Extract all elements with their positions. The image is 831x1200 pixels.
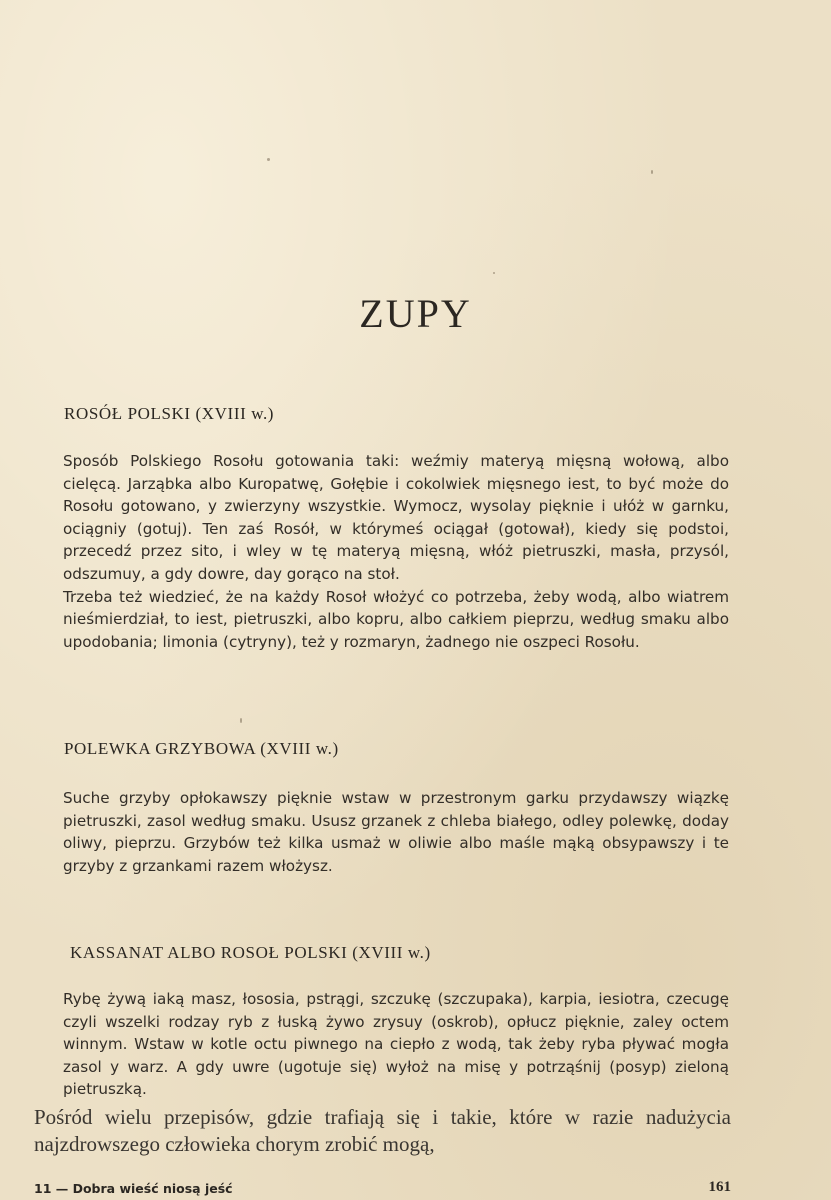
section-body-rosol-polski	[63, 450, 729, 653]
paragraph: Sposób Polskiego Rosołu gotowania taki: weźmiy materyą mięsną wołową, albo cielęcą. Jarząbka albo Kuropatwę, Gołębie i cokolwiek mięsnego iest, to być może do Rosołu gotowano, y zwierzyny wszystkie. Wymocz, wysolay pięknie i ułóż w garnku, ociągniy (gotuj). Ten zaś Rosół, w którymeś ociągał (gotował), kiedy się podstoi, przecedź przez sito, i wley w tę materyą mięsną, włóż pietruszki, masła, przysól, odszumuy, a gdy dowre, day gorąco na stoł.	[63, 452, 729, 583]
section-body-kassanat	[63, 988, 729, 1101]
section-heading-kassanat: KASSANAT ALBO ROSOŁ POLSKI (XVIII w.)	[70, 943, 431, 962]
paragraph: Rybę żywą iaką masz, łososia, pstrągi, szczukę (szczupaka), karpia, iesiotra, czecugę czyli wszelki rodzay ryb z łuską żywo zrysuy (oskrob), opłucz pięknie, zaley octem winnym. Wstaw w kotle octu piwnego na ciepło z wodą, tak żeby ryba pływać mogła zasol y warz. A gdy uwre (ugotuje się) wyłoż na misę y potrząśnij (posyp) zieloną pietruszką.	[63, 990, 729, 1099]
footer-signature: 11 — Dobra wieść niosą jeść	[34, 1181, 233, 1196]
chapter-title: ZUPY	[359, 291, 472, 336]
paragraph: Suche grzyby opłokawszy pięknie wstaw w przestronym garku przydawszy wiązkę pietruszki, zasol według smaku. Ususz grzanek z chleba białego, odley polewkę, doday oliwy, pieprzu. Grzybów też kilka usmaż w oliwie albo maśle mąką obsypawszy i te grzyby z grzankami razem włożysz.	[63, 789, 729, 875]
intro-text: Pośród wielu przepisów, gdzie trafiają się i takie, które w razie nadużycia najzdrowszego człowieka chorym zrobić mogą,	[34, 1105, 731, 1156]
section-body-polewka-grzybowa	[63, 787, 729, 877]
section-heading-rosol-polski: ROSÓŁ POLSKI (XVIII w.)	[64, 404, 275, 423]
paper-speck	[240, 718, 242, 723]
page-number: 161	[708, 1179, 731, 1195]
paper-speck	[267, 158, 270, 161]
paper-speck	[651, 170, 653, 174]
paragraph: Trzeba też wiedzieć, że na każdy Rosoł włożyć co potrzeba, żeby wodą, albo wiatrem nieśmierdział, to iest, pietruszki, albo kopru, albo całkiem pieprzu, według smaku albo upodobania; limonia (cytryny), też y rozmaryn, żadnego nie oszpeci Rosołu.	[63, 587, 729, 651]
section-heading-polewka-grzybowa: POLEWKA GRZYBOWA (XVIII w.)	[64, 739, 339, 758]
paper-speck	[493, 272, 495, 274]
